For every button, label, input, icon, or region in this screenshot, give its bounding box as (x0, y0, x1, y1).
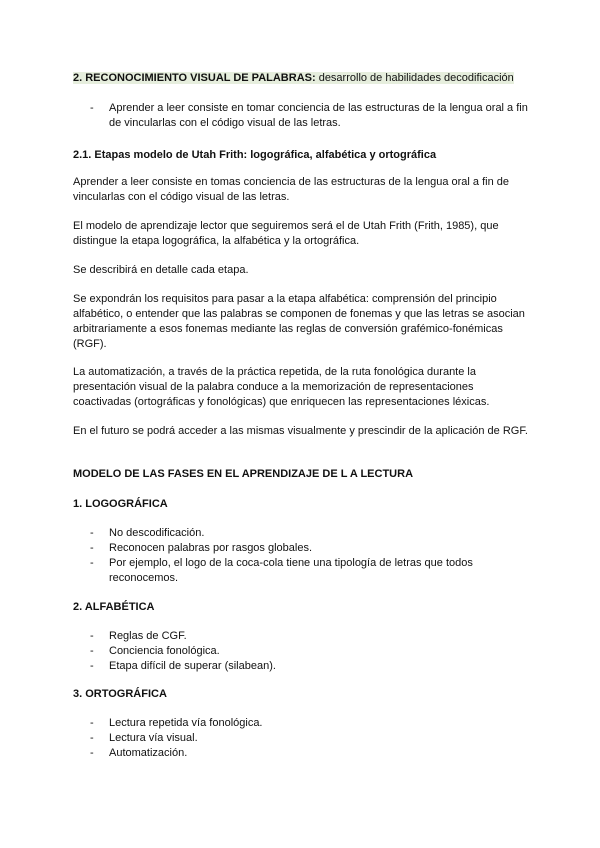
dash-bullet: - (90, 542, 94, 554)
list-item (90, 659, 530, 674)
list-item (90, 629, 530, 644)
list-item-text: Etapa difícil de superar (silabean). (109, 660, 276, 672)
list-item-text: No descodificación. (109, 527, 205, 539)
phase-1-title: 1. LOGOGRÁFICA (73, 498, 168, 510)
list-item-text: Automatización. (109, 747, 188, 759)
section-2-title-rest: desarrollo de habilidades decodificación (315, 72, 514, 84)
paragraph: En el futuro se podrá acceder a las mismas visualmente y prescindir de la aplicación de RGF. (73, 425, 528, 437)
list-item (90, 731, 530, 746)
phase-3-title: 3. ORTOGRÁFICA (73, 688, 167, 700)
list-item-text: Conciencia fonológica. (109, 645, 220, 657)
section-2-bullet-list (90, 101, 530, 131)
dash-bullet: - (90, 747, 94, 759)
list-item (90, 556, 530, 586)
section-2-title-bold: 2. RECONOCIMIENTO VISUAL DE PALABRAS: (73, 72, 316, 84)
dash-bullet: - (90, 527, 94, 539)
list-item (90, 644, 530, 659)
list-item-text: Aprender a leer consiste en tomar conciencia de las estructuras de la lengua oral a fin de vincularlas con el código visual de las letras. (109, 102, 528, 129)
list-item (90, 716, 530, 731)
paragraph: El modelo de aprendizaje lector que seguiremos será el de Utah Frith (Frith, 1985), que distingue la etapa logográfica, la alfabética y la ortográfica. (73, 220, 499, 247)
paragraph: La automatización, a través de la práctica repetida, de la ruta fonológica durante la presentación visual de la palabra conduce a la memorización de representaciones coactivadas (ortográficas y fonológicas) que enriquecen las representaciones léxicas. (73, 366, 490, 408)
paragraph: Se expondrán los requisitos para pasar a la etapa alfabética: comprensión del principio alfabético, o entender que las palabras se componen de fonemas y que las letras se asocian arbitrariamente a esos fonemas mediante las reglas de conversión grafémico-fonémicas (RGF). (73, 293, 525, 350)
dash-bullet: - (90, 732, 94, 744)
dash-bullet: - (90, 645, 94, 657)
paragraph: Se describirá en detalle cada etapa. (73, 264, 249, 276)
section-2-1-title: 2.1. Etapas modelo de Utah Frith: logográfica, alfabética y ortográfica (73, 149, 437, 161)
dash-bullet: - (90, 717, 94, 729)
dash-bullet: - (90, 660, 94, 672)
list-item (90, 526, 530, 541)
list-item-text: Lectura vía visual. (109, 732, 198, 744)
model-title: MODELO DE LAS FASES EN EL APRENDIZAJE DE L A LECTURA (73, 468, 414, 480)
list-item-text: Reglas de CGF. (109, 630, 187, 642)
list-item-text: Lectura repetida vía fonológica. (109, 717, 263, 729)
phase-3-list (90, 716, 530, 761)
list-item (90, 541, 530, 556)
list-item-text: Por ejemplo, el logo de la coca-cola tiene una tipología de letras que todos reconocemos. (109, 557, 473, 584)
dash-bullet: - (90, 630, 94, 642)
paragraph: Aprender a leer consiste en tomas conciencia de las estructuras de la lengua oral a fin de vincularlas con el código visual de las letras. (73, 176, 509, 203)
heading-highlight (73, 72, 514, 84)
list-item (90, 101, 530, 131)
phase-2-list (90, 629, 530, 674)
list-item (90, 746, 530, 761)
list-item-text: Reconocen palabras por rasgos globales. (109, 542, 313, 554)
dash-bullet: - (90, 102, 94, 114)
section-2-heading (73, 71, 533, 86)
dash-bullet: - (90, 557, 94, 569)
phase-2-title: 2. ALFABÉTICA (73, 601, 155, 613)
phase-1-list (90, 526, 530, 586)
